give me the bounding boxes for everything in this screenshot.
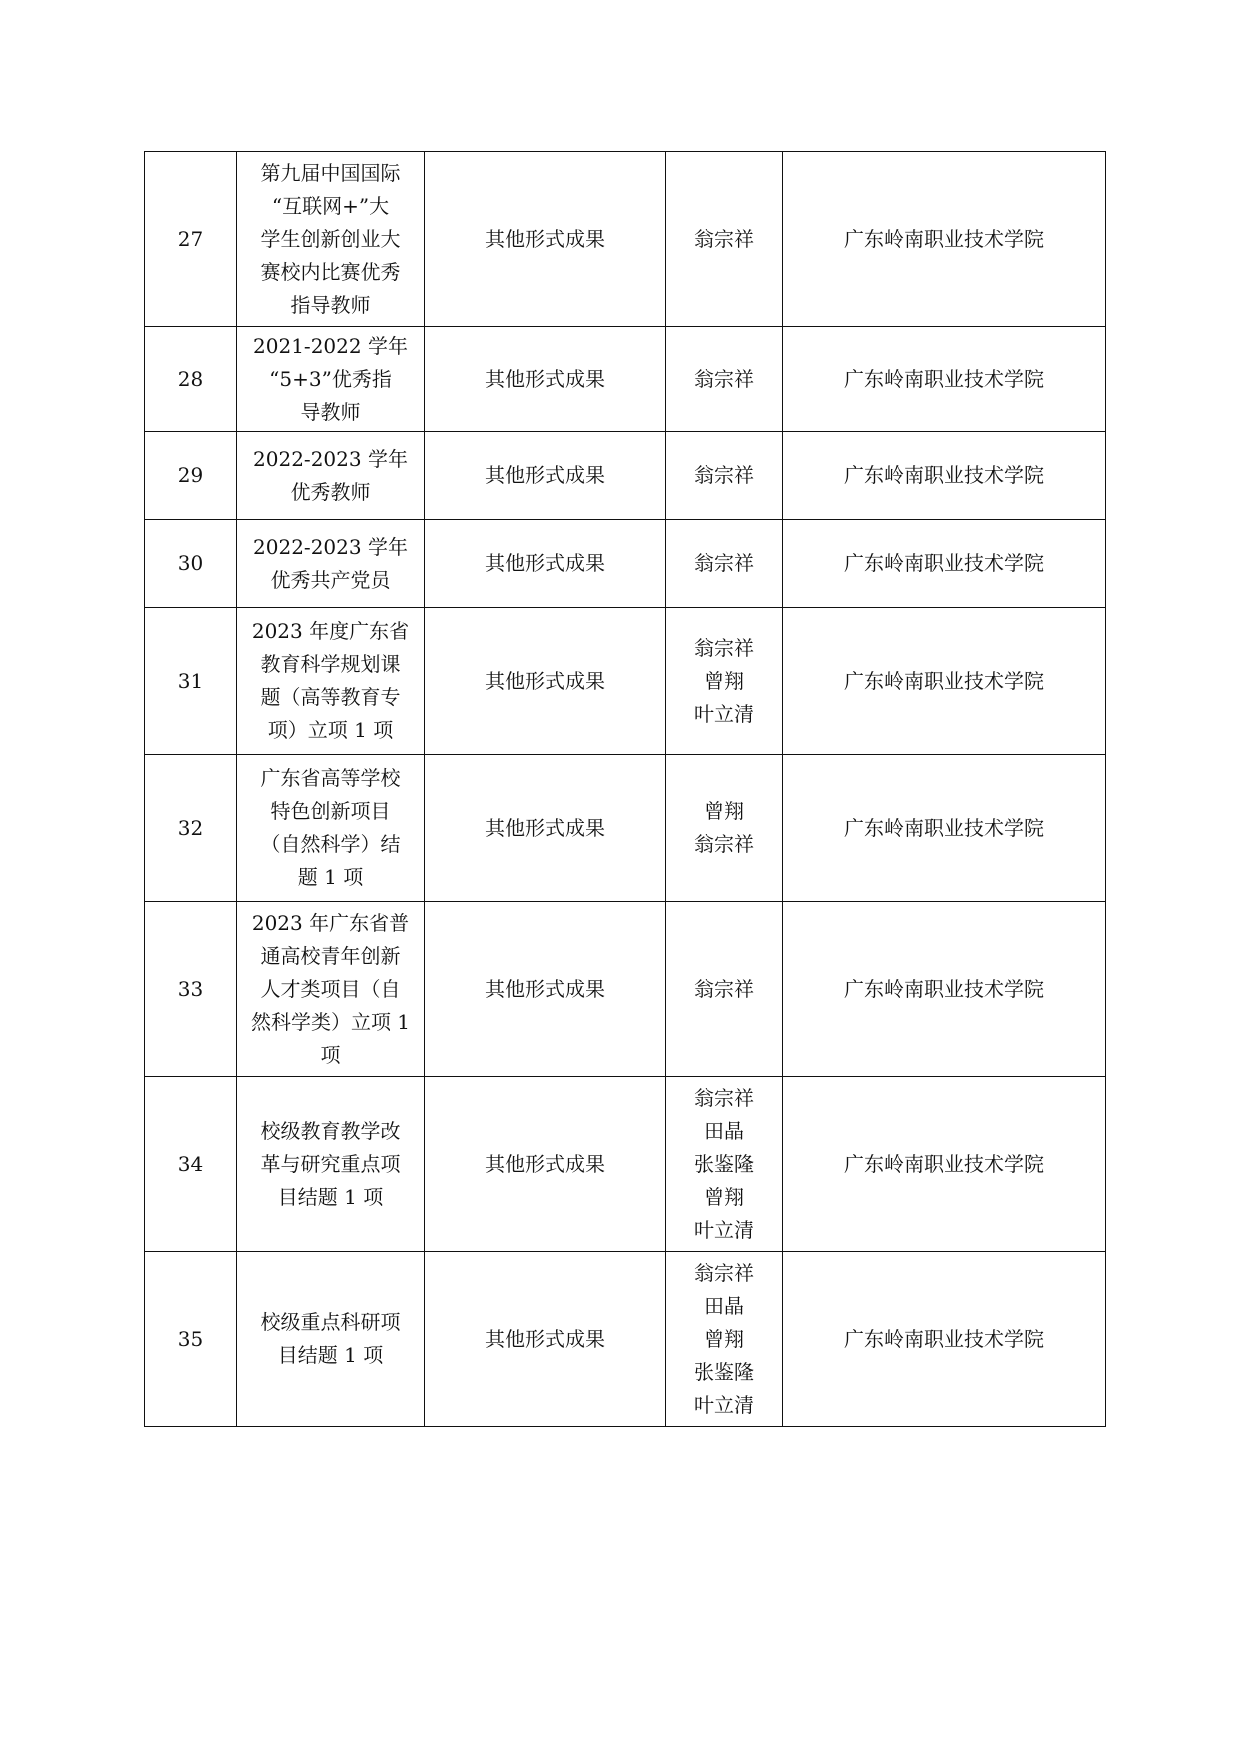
achievement-name [237,520,425,608]
achievement-name-line: 学生创新创业大 [260,226,401,251]
achievement-name-line: 通高校青年创新 [260,943,401,968]
achievement-name-line: 2023 年度广东省 [251,619,410,643]
contributor-name: 翁宗祥 [694,226,754,251]
organization: 广东岭南职业技术学院 [783,608,1106,755]
achievement-name-line: 指导教师 [290,292,371,317]
achievement-name-line: 题 1 项 [297,865,364,889]
table-row [145,152,1106,327]
contributors [666,1077,783,1252]
contributor-name: 翁宗祥 [694,463,754,487]
row-number: 32 [145,755,237,902]
achievement-name-line: 革与研究重点项 [260,1151,401,1176]
achievement-name [237,608,425,755]
achievement-name-line: 优秀共产党员 [270,567,391,592]
achievement-name-line: 教育科学规划课 [260,652,401,676]
achievement-name-line: 优秀教师 [290,479,371,504]
contributor-name: 翁宗祥 [694,976,754,1001]
row-number: 30 [145,520,237,608]
achievement-name-line: 校级重点科研项 [260,1310,401,1334]
table-row [145,608,1106,755]
achievement-name-line: 2022-2023 学年 [253,446,408,471]
achievement-name-line: 题（高等教育专 [260,685,401,709]
contributors [666,327,783,432]
row-number: 31 [145,608,237,755]
achievement-name-line: 项 [320,1042,341,1067]
organization: 广东岭南职业技术学院 [783,1252,1106,1427]
achievement-name [237,327,425,432]
achievement-type: 其他形式成果 [425,902,666,1077]
achievement-name-line: （自然科学）结 [260,832,401,856]
achievement-type: 其他形式成果 [425,152,666,327]
table-row [145,520,1106,608]
achievement-name-line: “互联网+”大 [271,193,390,218]
achievement-name [237,152,425,327]
achievement-name-line: 校级教育教学改 [260,1118,401,1143]
achievement-name-line: 2023 年广东省普 [251,910,410,935]
achievement-name-line: 第九届中国国际 [260,160,401,185]
row-number: 27 [145,152,237,327]
contributor-name: 翁宗祥 [694,1085,754,1110]
contributor-name: 翁宗祥 [694,366,754,391]
row-number: 34 [145,1077,237,1252]
contributors [666,152,783,327]
achievements-table [144,151,1106,1427]
contributor-name: 张鉴隆 [694,1359,754,1384]
achievement-type: 其他形式成果 [425,432,666,520]
table-row [145,1077,1106,1252]
organization: 广东岭南职业技术学院 [783,152,1106,327]
achievement-name-line: 广东省高等学校 [260,766,401,790]
achievement-type: 其他形式成果 [425,1077,666,1252]
achievement-name-line: 赛校内比赛优秀 [260,259,401,284]
achievement-type: 其他形式成果 [425,520,666,608]
contributors [666,432,783,520]
organization: 广东岭南职业技术学院 [783,520,1106,608]
contributor-name: 田晶 [704,1293,744,1318]
achievement-name-line: 2022-2023 学年 [253,534,408,559]
organization: 广东岭南职业技术学院 [783,327,1106,432]
contributors [666,902,783,1077]
contributors [666,520,783,608]
achievement-name [237,755,425,902]
achievement-name-line: 特色创新项目 [270,799,391,823]
contributor-name: 翁宗祥 [694,832,754,856]
achievement-name-line: 然科学类）立项 1 [250,1009,411,1034]
contributor-name: 叶立清 [694,701,754,726]
achievement-name [237,432,425,520]
organization: 广东岭南职业技术学院 [783,1077,1106,1252]
achievement-name-line: 人才类项目（自 [260,976,401,1001]
table-body [145,152,1106,1427]
achievement-type: 其他形式成果 [425,755,666,902]
row-number: 33 [145,902,237,1077]
organization: 广东岭南职业技术学院 [783,902,1106,1077]
table-row [145,755,1106,902]
table-row [145,902,1106,1077]
contributors [666,608,783,755]
row-number: 35 [145,1252,237,1427]
achievement-name-line: 项）立项 1 项 [267,718,394,742]
achievement-type: 其他形式成果 [425,1252,666,1427]
achievement-name [237,1252,425,1427]
contributor-name: 叶立清 [694,1392,754,1417]
achievement-name-line: “5+3”优秀指 [269,366,392,391]
contributors [666,1252,783,1427]
contributor-name: 翁宗祥 [694,1260,754,1285]
contributor-name: 张鉴隆 [694,1151,754,1176]
achievement-name [237,902,425,1077]
contributor-name: 曾翔 [704,1326,744,1351]
contributor-name: 曾翔 [704,1184,744,1209]
organization: 广东岭南职业技术学院 [783,432,1106,520]
achievement-name-line: 2021-2022 学年 [253,333,408,358]
table-row [145,327,1106,432]
organization: 广东岭南职业技术学院 [783,755,1106,902]
achievement-name [237,1077,425,1252]
contributor-name: 曾翔 [704,799,744,823]
contributor-name: 翁宗祥 [694,635,754,660]
table-row [145,1252,1106,1427]
achievement-name-line: 导教师 [300,399,361,424]
contributor-name: 翁宗祥 [694,551,754,575]
contributor-name: 田晶 [704,1118,744,1143]
contributor-name: 叶立清 [694,1217,754,1242]
row-number: 28 [145,327,237,432]
contributor-name: 曾翔 [704,668,744,693]
row-number: 29 [145,432,237,520]
achievement-type: 其他形式成果 [425,327,666,432]
table-row [145,432,1106,520]
achievement-name-line: 目结题 1 项 [277,1343,384,1367]
achievement-type: 其他形式成果 [425,608,666,755]
contributors [666,755,783,902]
achievement-name-line: 目结题 1 项 [277,1184,384,1209]
